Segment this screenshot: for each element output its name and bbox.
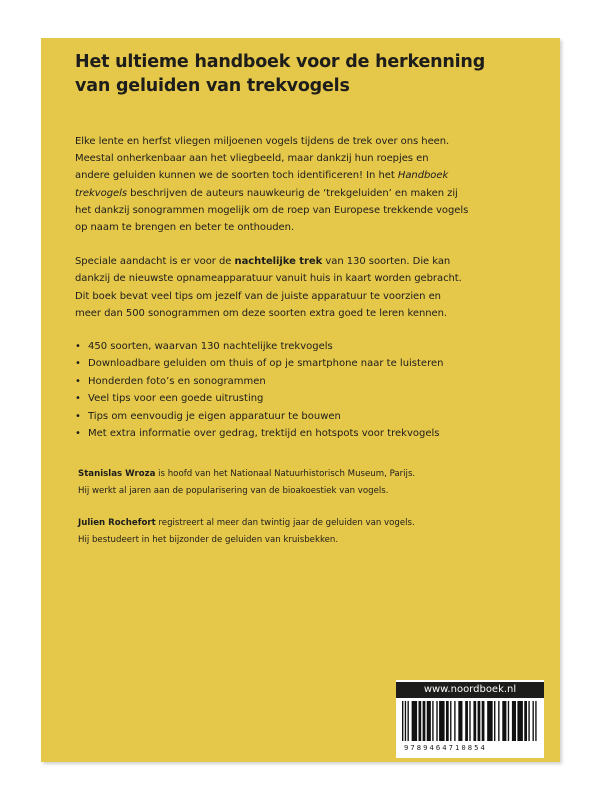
book-title-italic: Handboek xyxy=(397,170,449,182)
author-bio-line: is hoofd van het Nationaal Natuurhistorisch Museum, Parijs. xyxy=(155,469,416,480)
barcode-bar xyxy=(512,701,516,741)
barcode-bar xyxy=(473,701,476,741)
intro-line: het dankzij sonogrammen mogelijk om de roep van Europese trekkende vogels xyxy=(75,204,469,216)
author-bio-rochefort xyxy=(75,515,485,549)
headline-line-1: Het ultieme handboek voor de herkenning xyxy=(75,52,486,72)
list-item: • Downloadbare geluiden om thuis of op je smartphone naar te luisteren xyxy=(75,355,485,372)
barcode-bar xyxy=(478,701,481,741)
barcode-bar xyxy=(533,701,534,741)
barcode-bar xyxy=(502,701,506,741)
special-line: dankzij de nieuwste opnameapparatuur vanuit huis in kaart worden gebracht. xyxy=(75,273,462,285)
book-title-italic: trekvogels xyxy=(75,187,128,199)
barcode-bar xyxy=(427,701,431,741)
special-paragraph xyxy=(75,253,485,322)
highlight-nachtelijke-trek: nachtelijke trek xyxy=(234,256,323,268)
barcode-bar xyxy=(487,701,492,741)
barcode-bar xyxy=(423,701,426,741)
list-item: • Honderden foto’s en sonogrammen xyxy=(75,373,485,390)
special-line: Speciale aandacht is er voor de xyxy=(75,256,235,268)
barcode-bar xyxy=(439,701,444,741)
special-line: Dit boek bevat veel tips om jezelf van de juiste apparatuur te voorzien en xyxy=(75,290,441,302)
intro-line: beschrijven de auteurs nauwkeurig de ‘trekgeluiden’ en maken zij xyxy=(127,187,458,199)
list-item: • 450 soorten, waarvan 130 nachtelijke trekvogels xyxy=(75,338,485,355)
barcode-bar xyxy=(498,701,499,741)
feature-list xyxy=(75,338,485,442)
barcode-bar xyxy=(432,701,433,741)
special-line: meer dan 500 sonogrammen om deze soorten extra goed te leren kennen. xyxy=(75,307,448,319)
barcode-bar xyxy=(454,701,455,741)
publisher-url: www.noordboek.nl xyxy=(396,682,544,698)
intro-line: andere geluiden kunnen we de soorten toch identificeren! In het xyxy=(75,170,398,182)
barcode-bar xyxy=(524,701,527,741)
barcode-bar xyxy=(450,701,451,741)
barcode-bar xyxy=(535,701,536,741)
barcode-bar xyxy=(469,701,470,741)
barcode-bar xyxy=(412,701,417,741)
barcode-bar xyxy=(528,701,529,741)
author-bio-wroza xyxy=(75,466,485,500)
list-item: • Veel tips voor een goede uitrusting xyxy=(75,390,485,407)
barcode-bar xyxy=(436,701,437,741)
barcode-bar xyxy=(405,701,406,741)
barcode-bar xyxy=(458,701,462,741)
list-item: • Met extra informatie over gedrag, trektijd en hotspots voor trekvogels xyxy=(75,425,485,442)
cover-text xyxy=(75,50,485,549)
barcode-bar xyxy=(446,701,449,741)
intro-line: Meestal onherkenbaar aan het vliegbeeld, maar dankzij hun roepjes en xyxy=(75,153,429,165)
barcode-bar xyxy=(407,701,408,741)
book-headline xyxy=(75,50,485,98)
author-name: Stanislas Wroza xyxy=(78,469,156,480)
barcode-panel xyxy=(396,680,544,758)
barcode-bar xyxy=(465,701,468,741)
author-name: Julien Rochefort xyxy=(78,518,156,529)
special-line: van 130 soorten. Die kan xyxy=(322,256,451,268)
intro-line: Elke lente en herfst vliegen miljoenen vogels tijdens de trek over ons heen. xyxy=(75,136,450,147)
author-bio-line: Hij bestudeert in het bijzonder de geluiden van kruisbekken. xyxy=(78,535,339,546)
intro-paragraph xyxy=(75,133,485,236)
barcode-bar xyxy=(418,701,421,741)
isbn-number: 9789464710854 xyxy=(404,743,487,752)
intro-line: op naam te brengen en beter te onthouden. xyxy=(75,222,295,234)
author-bio-line: Hij werkt al jaren aan de popularisering van de bioakoestiek van vogels. xyxy=(78,486,389,497)
barcode-bar xyxy=(402,701,403,741)
author-bio-line: registreert al meer dan twintig jaar de geluiden van vogels. xyxy=(155,518,415,529)
barcode-bar xyxy=(482,701,485,741)
barcode-bar xyxy=(494,701,495,741)
barcode-icon xyxy=(400,701,540,743)
barcode-bar xyxy=(508,701,509,741)
headline-line-2: van geluiden van trekvogels xyxy=(75,76,350,96)
list-item: • Tips om eenvoudig je eigen apparatuur te bouwen xyxy=(75,408,485,425)
barcode-bar xyxy=(517,701,522,741)
